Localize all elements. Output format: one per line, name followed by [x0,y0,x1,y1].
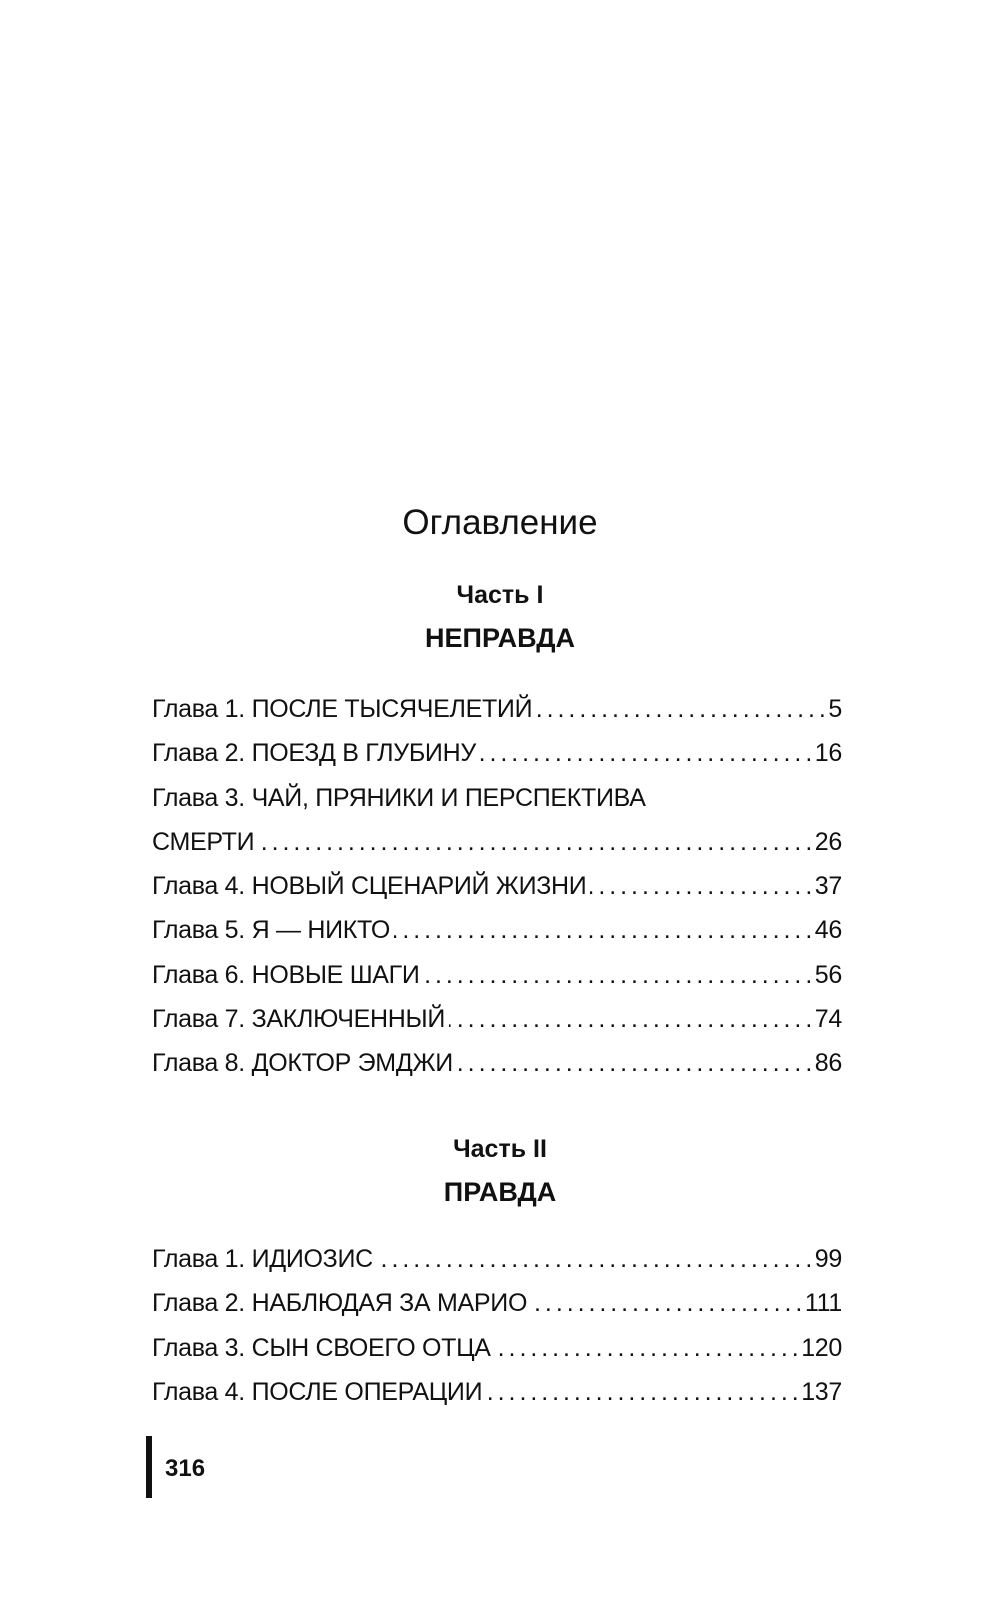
toc-entry[interactable] [152,953,842,997]
entry-page: 137 [801,1377,842,1406]
entry-page: 37 [814,872,842,901]
toc-entry[interactable] [152,776,842,820]
toc-part-1 [152,687,842,1086]
entry-page: 120 [801,1333,842,1362]
toc-entry-continued[interactable] [152,820,842,864]
toc-entry[interactable] [152,1237,842,1281]
dot-leader [424,953,811,997]
entry-page: 56 [814,960,842,989]
entry-title: СМЕРТИ [152,827,255,856]
dot-leader [495,1326,798,1370]
entry-title: Глава 2. НАБЛЮДАЯ ЗА МАРИО [152,1289,528,1318]
page-number: 316 [165,1455,206,1482]
dot-leader [531,1281,801,1325]
entry-title: Глава 3. ЧАЙ, ПРЯНИКИ И ПЕРСПЕКТИВА [152,783,646,812]
entry-title: Глава 8. ДОКТОР ЭМДЖИ [152,1049,453,1078]
toc-part-2 [152,1237,842,1414]
toc-entry[interactable] [152,1281,842,1325]
entry-title: Глава 2. ПОЕЗД В ГЛУБИНУ [152,739,476,768]
entry-page: 26 [814,827,842,856]
entry-title: Глава 4. ПОСЛЕ ОПЕРАЦИИ [152,1377,483,1406]
entry-page: 74 [814,1005,842,1034]
entry-title: Глава 5. Я — НИКТО [152,916,390,945]
dot-leader [590,864,810,908]
entry-page: 99 [814,1245,842,1273]
entry-page: 111 [804,1289,842,1318]
dot-leader [480,731,811,775]
page-title: Оглавление [402,503,598,542]
toc-entry[interactable] [152,1041,842,1085]
dot-leader [536,687,824,731]
toc-entry[interactable] [152,864,842,908]
entry-title: Глава 1. ИДИОЗИС [152,1245,373,1273]
toc-entry[interactable] [152,1326,842,1370]
entry-title: Глава 4. НОВЫЙ СЦЕНАРИЙ ЖИЗНИ [152,872,587,901]
dot-leader [486,1370,797,1414]
toc-entry[interactable] [152,908,842,952]
part-1-label: Часть I [456,581,544,609]
entry-page: 16 [814,739,842,768]
toc-entry[interactable] [152,1370,842,1414]
dot-leader [377,1237,811,1281]
part-2-name: ПРАВДА [443,1177,557,1207]
dot-leader [258,820,811,864]
page-number-bar [146,1436,152,1498]
entry-page: 86 [814,1049,842,1078]
part-2-label: Часть II [453,1135,547,1163]
entry-page: 46 [814,916,842,945]
dot-leader [449,997,811,1041]
entry-title: Глава 3. СЫН СВОЕГО ОТЦА [152,1333,491,1362]
entry-page: 5 [828,695,842,723]
toc-entry[interactable] [152,997,842,1041]
dot-leader [394,908,811,952]
entry-title: Глава 6. НОВЫЕ ШАГИ [152,960,420,989]
entry-title: Глава 7. ЗАКЛЮЧЕННЫЙ [152,1005,445,1034]
toc-entry[interactable] [152,731,842,775]
dot-leader [457,1041,811,1085]
toc-entry[interactable] [152,687,842,731]
part-1-name: НЕПРАВДА [425,623,575,653]
entry-title: Глава 1. ПОСЛЕ ТЫСЯЧЕЛЕТИЙ [152,695,533,723]
